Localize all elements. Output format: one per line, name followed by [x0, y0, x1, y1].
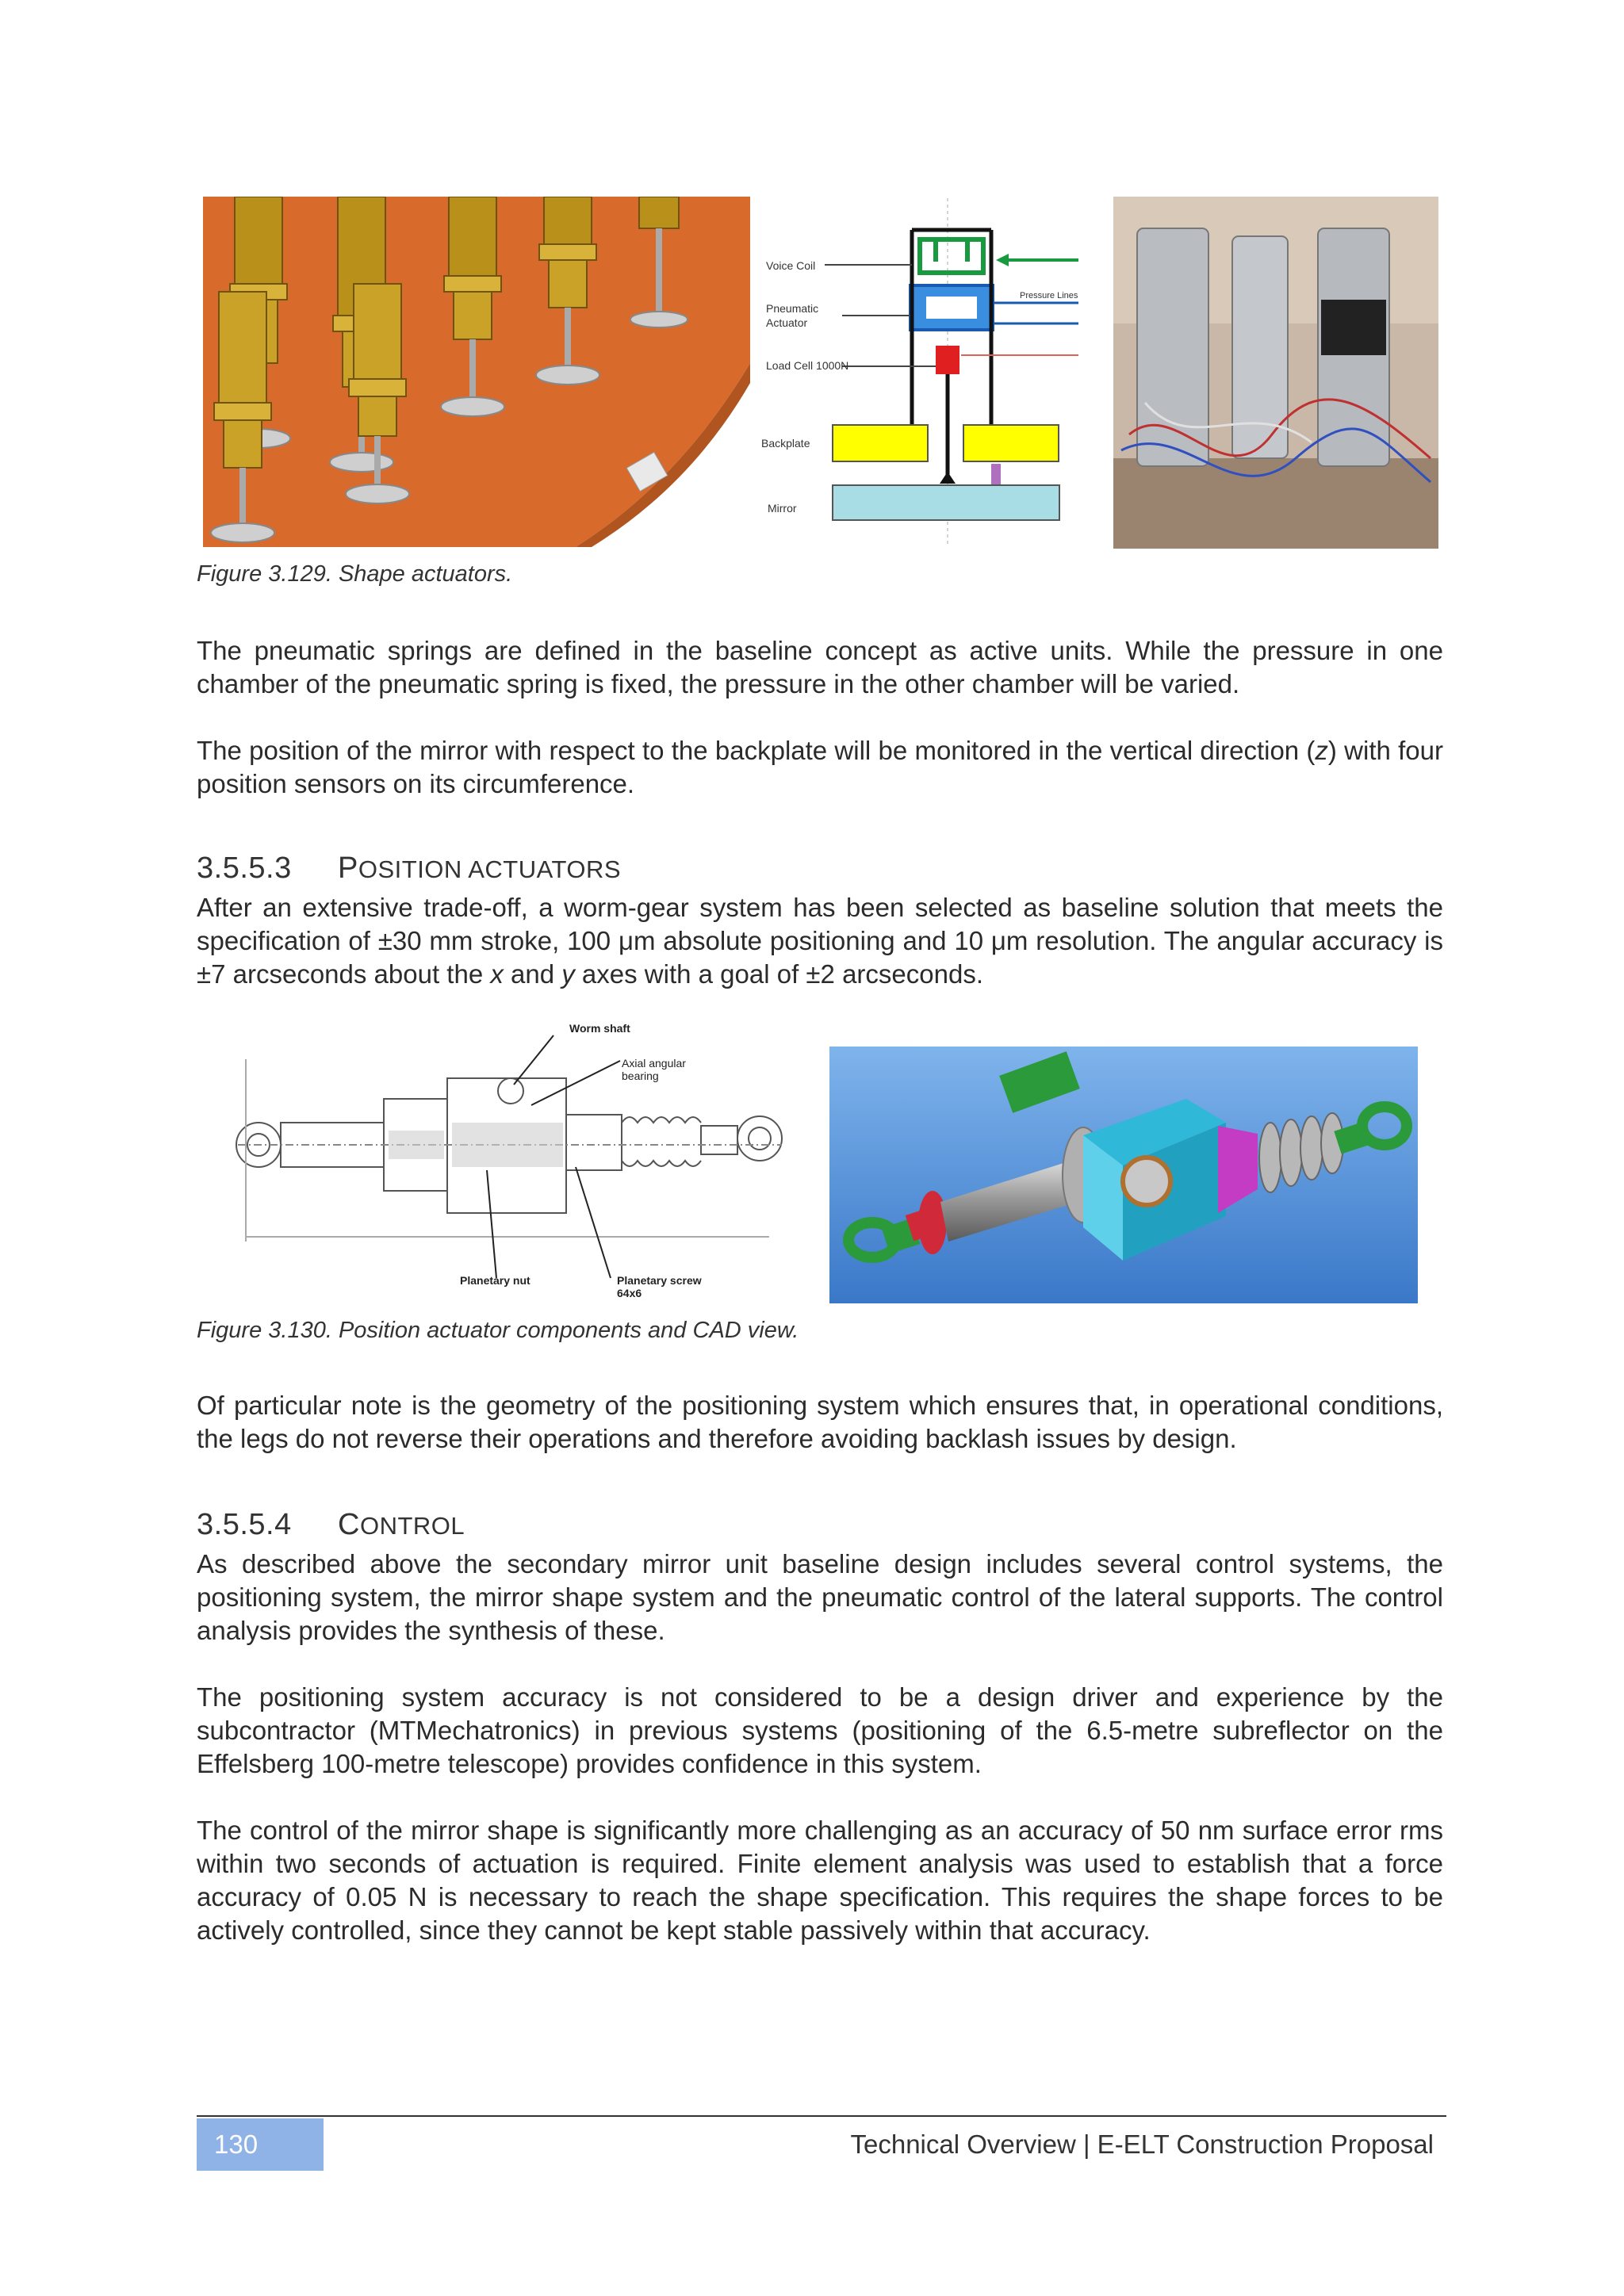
- section-heading-position-actuators: [197, 851, 621, 886]
- section-number: 3.5.5.3: [197, 851, 292, 885]
- paragraph-positioning-accuracy: The positioning system accuracy is not considered to be a design driver and experience by the subcontractor (MTMechatronics) in previous systems (positioning of the 6.5-metre subreflector on the Effelsberg 100-metre telescope) provides confidence in this system.: [197, 1682, 1443, 1778]
- paragraph-mirror-position-a: The position of the mirror with respect to the backplate will be monitored in the vertical direction (: [197, 736, 1316, 765]
- paragraph-control-systems: As described above the secondary mirror unit baseline design includes several control systems, the positioning system, the mirror shape system and the pneumatic control of the lateral supports. The control analysis provides the synthesis of these.: [197, 1549, 1443, 1645]
- label-pneumatic: Pneumatic: [766, 302, 819, 315]
- axis-y: y: [561, 959, 575, 989]
- axis-x: x: [490, 959, 504, 989]
- paragraph-positioning-geometry: Of particular note is the geometry of the positioning system which ensures that, in operational conditions, the legs do not reverse their operations and therefore avoiding backlash issues by design.: [197, 1391, 1443, 1453]
- paragraph-worm-gear-b: axes with a goal of ±2 arcseconds.: [574, 959, 983, 989]
- section-title-first: C: [338, 1508, 360, 1541]
- figure-shape-actuators-render: [203, 197, 750, 547]
- label-actuator: Actuator: [766, 316, 808, 329]
- figure-position-actuator-drawing: [214, 1012, 801, 1297]
- label-mirror: Mirror: [768, 502, 797, 515]
- footer-rule: [197, 2115, 1446, 2117]
- label-planetary-screw-1: Planetary screw: [617, 1274, 702, 1287]
- section-title-rest: ONTROL: [359, 1512, 465, 1540]
- page-number: 130: [197, 2118, 324, 2171]
- label-load-cell: Load Cell 1000N: [766, 359, 849, 372]
- label-planetary-screw-2: 64x6: [617, 1287, 642, 1297]
- axis-z: z: [1315, 736, 1328, 765]
- paragraph-mirror-position: [197, 734, 1443, 801]
- label-worm-shaft: Worm shaft: [569, 1022, 630, 1035]
- figure-shape-actuator-schematic: [753, 198, 1086, 547]
- label-axial-bearing-2: bearing: [622, 1070, 659, 1082]
- paragraph-worm-gear: [197, 891, 1443, 991]
- figure-caption-3-130: Figure 3.130. Position actuator components and CAD view.: [197, 1318, 799, 1343]
- label-planetary-nut: Planetary nut: [460, 1274, 530, 1287]
- section-number: 3.5.5.4: [197, 1508, 292, 1541]
- section-title-rest: OSITION ACTUATORS: [358, 855, 622, 883]
- label-pressure-lines: Pressure Lines: [1020, 291, 1078, 300]
- label-backplate: Backplate: [761, 437, 810, 450]
- paragraph-mirror-shape-control: The control of the mirror shape is significantly more challenging as an accuracy of 50 nm surface error rms within two seconds of actuation is required. Finite element analysis was used to establish that a force accuracy of 0.05 N is necessary to reach the shape specification. This requires the shape forces to be actively controlled, since they cannot be kept stable passively within that accuracy.: [197, 1816, 1443, 1945]
- figure-position-actuator-cad: [829, 1047, 1418, 1303]
- section-title-first: P: [338, 851, 358, 885]
- footer-title: Technical Overview | E-ELT Construction Proposal: [850, 2130, 1434, 2159]
- section-heading-control: [197, 1508, 465, 1542]
- paragraph-worm-gear-and: and: [503, 959, 562, 989]
- paragraph-mirror-position-b: ) with four position sensors on its circumference.: [197, 736, 1444, 798]
- figure-shape-actuators-photo: [1113, 197, 1438, 549]
- paragraph-worm-gear-a: After an extensive trade-off, a worm-gear system has been selected as baseline solution that meets the specification of ±30 mm stroke, 100 μm absolute positioning and 10 μm resolution. The angular accuracy is ±7 arcseconds about the: [197, 893, 1443, 989]
- figure-caption-3-129: Figure 3.129. Shape actuators.: [197, 561, 513, 587]
- label-voice-coil: Voice Coil: [766, 259, 816, 272]
- paragraph-pneumatic-springs: The pneumatic springs are defined in the baseline concept as active units. While the pressure in one chamber of the pneumatic spring is fixed, the pressure in the other chamber will be varied.: [197, 636, 1443, 698]
- label-axial-bearing-1: Axial angular: [622, 1057, 686, 1070]
